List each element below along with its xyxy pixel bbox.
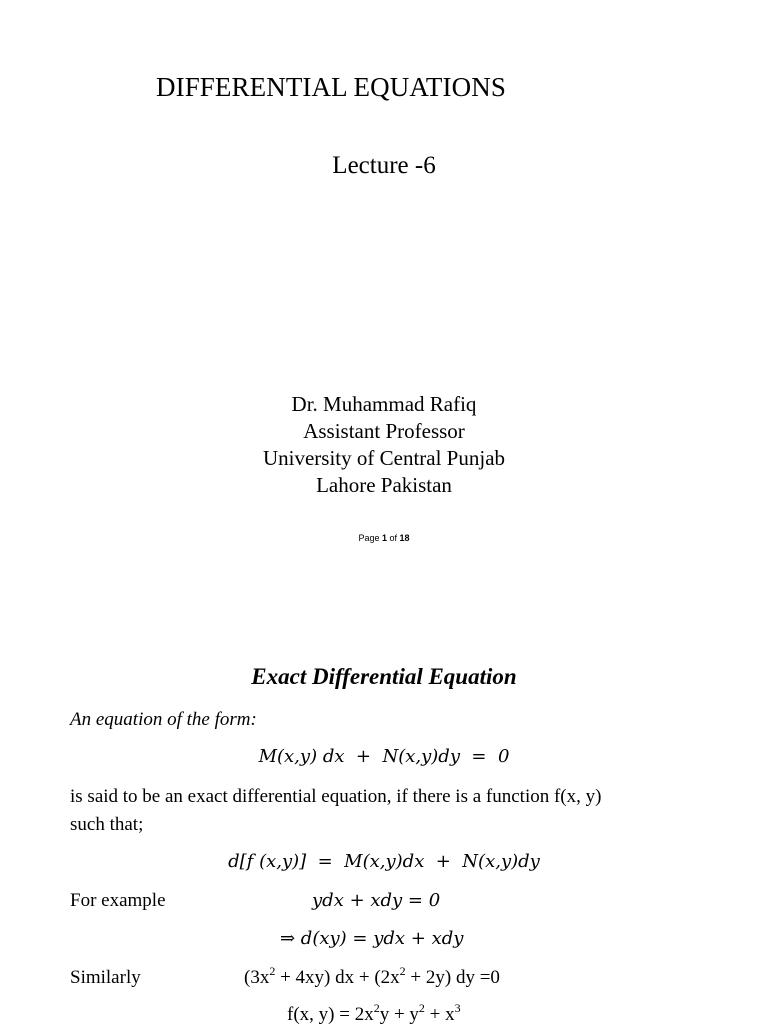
author-location: Lahore Pakistan	[316, 473, 452, 497]
exponent: 2	[373, 1001, 380, 1015]
similarly-eq-part: + 2y) dy =0	[405, 967, 500, 988]
page-number	[0, 533, 768, 543]
exponent: 2	[399, 964, 406, 978]
page-total: 18	[399, 533, 410, 543]
example-equation: ydx + xdy = 0	[312, 890, 441, 911]
similarly-label: Similarly	[70, 967, 141, 988]
section-title: Exact Differential Equation	[251, 664, 517, 689]
author-name: Dr. Muhammad Rafiq	[291, 392, 477, 416]
definition-line-2: such that;	[70, 814, 144, 835]
similarly-eq-part: (3x	[244, 967, 270, 988]
exponent: 2	[269, 964, 276, 978]
document-title: DIFFERENTIAL EQUATIONS	[156, 72, 506, 102]
definition-line-1: is said to be an exact differential equation, if there is a function f(x, y)	[70, 786, 602, 807]
example-implication: ⇒ d(xy) = ydx + xdy	[280, 928, 464, 949]
page-current: 1	[381, 533, 387, 543]
example-label: For example	[70, 890, 166, 911]
f-eq-part: y + y	[379, 1004, 419, 1025]
lecture-number: Lecture -6	[332, 152, 436, 179]
author-university: University of Central Punjab	[262, 446, 506, 470]
similarly-equation	[244, 964, 500, 989]
page-prefix: Page	[358, 533, 380, 543]
exponent: 3	[454, 1001, 461, 1015]
f-eq-part: f(x, y) = 2x	[287, 1004, 374, 1025]
intro-text: An equation of the form:	[70, 709, 257, 730]
exponent: 2	[418, 1001, 425, 1015]
potential-function-equation	[287, 1001, 461, 1026]
f-eq-part: + x	[424, 1004, 455, 1025]
similarly-eq-part: + 4xy) dx + (2x	[275, 967, 400, 988]
equation-exact-condition: d[f (x,y)] = M(x,y)dx + N(x,y)dy	[228, 851, 540, 872]
page-sep: of	[389, 533, 398, 543]
equation-general-form: M(x,y) dx + N(x,y)dy = 0	[258, 746, 510, 767]
author-role: Assistant Professor	[303, 419, 465, 443]
